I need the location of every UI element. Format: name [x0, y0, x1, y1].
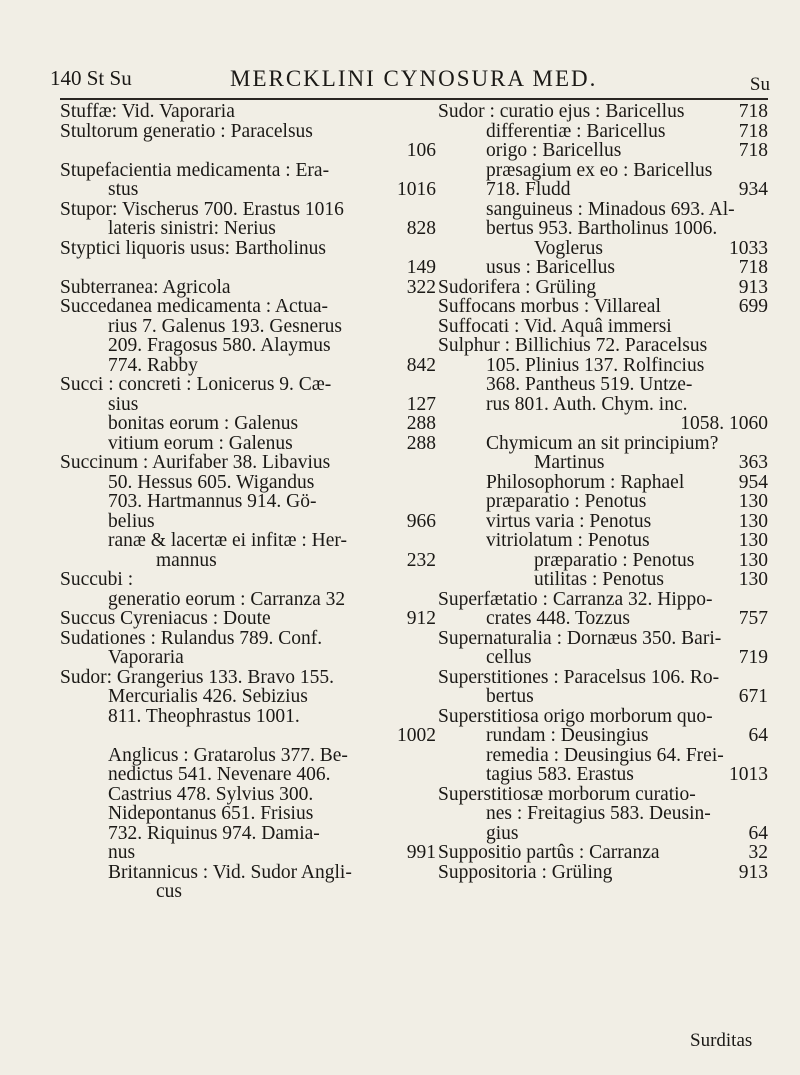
index-line	[438, 492, 770, 512]
entry-text: Suppositoria : Grüling	[438, 861, 613, 883]
index-line	[60, 746, 438, 766]
entry-page-ref: 130	[738, 549, 768, 571]
index-line	[60, 609, 438, 629]
entry-text: Superstitiosa origo morborum quo-	[438, 705, 713, 727]
entry-text: 774. Rabby	[108, 354, 198, 376]
entry-text: Succedanea medicamenta : Actua-	[60, 296, 328, 317]
entry-page-ref: 718	[738, 257, 768, 278]
entry-page-ref: 363	[738, 452, 768, 473]
index-line	[60, 687, 438, 707]
entry-text: vitium eorum : Galenus	[108, 432, 293, 454]
index-line	[60, 297, 438, 317]
entry-page-ref: 718	[738, 140, 768, 161]
entry-page-ref: 1058. 1060	[680, 413, 768, 434]
index-line	[438, 141, 770, 161]
entry-page-ref: 288	[406, 413, 436, 434]
entry-text: Suffocati : Vid. Aquâ immersi	[438, 315, 672, 337]
left-column	[60, 102, 438, 902]
entry-text: Subterranea: Agricola	[60, 276, 231, 298]
entry-page-ref: 130	[738, 510, 768, 532]
entry-page-ref: 1002	[397, 725, 436, 746]
entry-page-ref: 288	[406, 432, 436, 454]
entry-page-ref: 912	[406, 608, 436, 629]
index-line	[438, 726, 770, 746]
entry-text: usus : Baricellus	[486, 257, 615, 278]
index-line	[438, 161, 770, 181]
entry-text: belius	[108, 510, 155, 532]
index-line	[438, 512, 770, 532]
index-line	[438, 336, 770, 356]
index-line	[438, 668, 770, 688]
index-line	[60, 512, 438, 532]
index-line	[60, 668, 438, 688]
entry-text: Stupefacientia medicamenta : Era-	[60, 159, 330, 181]
entry-page-ref: 127	[406, 393, 436, 415]
entry-page-ref: 130	[738, 569, 768, 590]
entry-text: Vaporaria	[108, 647, 184, 668]
entry-page-ref: 32	[748, 842, 768, 863]
index-line	[438, 687, 770, 707]
entry-text: bertus 953. Bartholinus 1006.	[486, 218, 718, 239]
entry-text: præparatio : Penotus	[486, 491, 647, 512]
index-line	[60, 785, 438, 805]
entry-text: lateris sinistri: Nerius	[108, 218, 276, 239]
index-line	[60, 336, 438, 356]
entry-page-ref: 130	[738, 530, 768, 551]
entry-text: Succus Cyreniacus : Doute	[60, 608, 271, 629]
index-line	[60, 395, 438, 415]
index-line	[60, 356, 438, 376]
entry-text: cus	[156, 881, 182, 902]
entry-page-ref: 991	[406, 842, 436, 863]
index-line	[438, 375, 770, 395]
index-line	[60, 414, 438, 434]
index-line	[60, 531, 438, 551]
entry-text: virtus varia : Penotus	[486, 510, 652, 532]
entry-text: Stultorum generatio : Paracelsus	[60, 120, 313, 142]
index-line	[60, 141, 438, 161]
index-line	[438, 180, 770, 200]
entry-text: gius	[486, 822, 519, 844]
index-line	[60, 882, 438, 902]
index-line	[60, 843, 438, 863]
entry-text: Mercurialis 426. Sebizius	[108, 686, 308, 707]
entry-text: Superstitiosæ morborum curatio-	[438, 783, 696, 805]
entry-text: sanguineus : Minadous 693. Al-	[486, 198, 735, 220]
index-line	[438, 102, 770, 122]
index-line	[60, 317, 438, 337]
index-line	[438, 707, 770, 727]
index-line	[60, 863, 438, 883]
index-line	[60, 102, 438, 122]
index-line	[60, 219, 438, 239]
entry-text: Sudor : curatio ejus : Baricellus	[438, 101, 685, 122]
catchword: Surditas	[690, 1030, 753, 1051]
entry-text: Succubi :	[60, 569, 134, 590]
index-line	[60, 278, 438, 298]
right-column	[438, 102, 770, 882]
entry-text: 732. Riquinus 974. Damia-	[108, 822, 320, 844]
index-line	[60, 824, 438, 844]
entry-page-ref: 671	[738, 686, 768, 707]
entry-text: Sudor: Grangerius 133. Bravo 155.	[60, 666, 335, 688]
entry-text: Suffocans morbus : Villareal	[438, 296, 661, 317]
entry-page-ref: 1033	[729, 237, 768, 259]
index-line	[438, 122, 770, 142]
header-rule	[60, 98, 768, 100]
entry-text: remedia : Deusingius 64. Frei-	[486, 744, 724, 766]
index-line	[60, 453, 438, 473]
entry-text: Stuffæ: Vid. Vaporaria	[60, 101, 235, 122]
entry-text: Nidepontanus 651. Frisius	[108, 803, 314, 824]
index-line	[438, 609, 770, 629]
index-line	[438, 219, 770, 239]
entry-page-ref: 828	[406, 218, 436, 239]
index-line	[60, 161, 438, 181]
running-title: MERCKLINI CYNOSURA MED.	[230, 66, 598, 91]
index-line	[60, 200, 438, 220]
index-line	[60, 375, 438, 395]
index-line	[438, 453, 770, 473]
entry-text: præsagium ex eo : Baricellus	[486, 159, 713, 181]
entry-page-ref: 718	[738, 120, 768, 142]
index-line	[60, 804, 438, 824]
entry-page-ref: 718	[738, 101, 768, 122]
index-line	[438, 317, 770, 337]
index-line	[60, 765, 438, 785]
index-line	[438, 648, 770, 668]
index-line	[60, 551, 438, 571]
entry-page-ref: 719	[738, 647, 768, 668]
entry-text: Suppositio partûs : Carranza	[438, 842, 660, 863]
index-line	[438, 200, 770, 220]
entry-text: Chymicum an sit principium?	[486, 432, 719, 454]
index-line	[438, 258, 770, 278]
entry-page-ref: 232	[406, 549, 436, 571]
entry-page-ref: 106	[406, 140, 436, 161]
index-line	[60, 629, 438, 649]
index-line	[60, 726, 438, 746]
entry-text: sius	[108, 393, 139, 415]
entry-page-ref: 64	[748, 822, 768, 844]
entry-text: origo : Baricellus	[486, 140, 622, 161]
entry-text: nedictus 541. Nevenare 406.	[108, 764, 331, 785]
entry-text: bertus	[486, 686, 534, 707]
entry-text: Anglicus : Gratarolus 377. Be-	[108, 744, 348, 766]
index-line	[438, 785, 770, 805]
entry-page-ref: 1013	[729, 764, 768, 785]
index-line	[60, 648, 438, 668]
entry-page-ref: 757	[738, 608, 768, 629]
entry-text: 703. Hartmannus 914. Gö-	[108, 491, 317, 512]
index-line	[438, 297, 770, 317]
entry-text: Superstitiones : Paracelsus 106. Ro-	[438, 666, 720, 688]
entry-text: 209. Fragosus 580. Alaymus	[108, 335, 331, 356]
index-line	[438, 551, 770, 571]
entry-text: Stupor: Vischerus 700. Erastus 1016	[60, 198, 344, 220]
index-line	[438, 765, 770, 785]
index-line	[438, 843, 770, 863]
entry-text: Supernaturalia : Dornæus 350. Bari-	[438, 627, 722, 649]
entry-text: ranæ & lacertæ ei infitæ : Her-	[108, 530, 347, 551]
entry-text: differentiæ : Baricellus	[486, 120, 666, 142]
entry-text: nes : Freitagius 583. Deusin-	[486, 803, 711, 824]
entry-text: rus 801. Auth. Chym. inc.	[486, 393, 688, 415]
index-line	[60, 492, 438, 512]
index-line	[438, 746, 770, 766]
entry-text: rundam : Deusingius	[486, 725, 649, 746]
entry-text: Sudationes : Rulandus 789. Conf.	[60, 627, 323, 649]
index-line	[438, 629, 770, 649]
entry-text: Philosophorum : Raphael	[486, 471, 685, 493]
index-line	[438, 239, 770, 259]
entry-page-ref: 954	[738, 471, 768, 493]
entry-text: crates 448. Tozzus	[486, 608, 630, 629]
index-line	[438, 278, 770, 298]
index-line	[60, 473, 438, 493]
page-header	[50, 66, 770, 98]
entry-text: tagius 583. Erastus	[486, 764, 634, 785]
index-line	[438, 434, 770, 454]
entry-page-ref: 322	[406, 276, 436, 298]
entry-text: Superfætatio : Carranza 32. Hippo-	[438, 588, 713, 610]
entry-text: 50. Hessus 605. Wigandus	[108, 471, 315, 493]
entry-page-ref: 64	[748, 725, 768, 746]
entry-text: 811. Theophrastus 1001.	[108, 705, 300, 727]
index-line	[438, 863, 770, 883]
entry-text: stus	[108, 179, 139, 200]
entry-page-ref: 149	[406, 257, 436, 278]
entry-text: Succi : concreti : Lonicerus 9. Cæ-	[60, 374, 332, 395]
entry-page-ref: 699	[738, 296, 768, 317]
entry-page-ref: 842	[406, 354, 436, 376]
index-line	[438, 356, 770, 376]
index-line	[438, 395, 770, 415]
entry-page-ref: 1016	[397, 179, 436, 200]
index-line	[60, 434, 438, 454]
entry-text: utilitas : Penotus	[534, 569, 665, 590]
entry-text: vitriolatum : Penotus	[486, 530, 650, 551]
entry-text: Castrius 478. Sylvius 300.	[108, 783, 314, 805]
entry-text: bonitas eorum : Galenus	[108, 413, 299, 434]
entry-text: Succinum : Aurifaber 38. Libavius	[60, 452, 331, 473]
index-line	[60, 122, 438, 142]
entry-text: 368. Pantheus 519. Untze-	[486, 374, 693, 395]
index-line	[438, 531, 770, 551]
entry-text: nus	[108, 842, 136, 863]
entry-text: Martinus	[534, 452, 605, 473]
entry-text: Styptici liquoris usus: Bartholinus	[60, 237, 326, 259]
entry-text: mannus	[156, 549, 217, 571]
entry-page-ref: 934	[738, 179, 768, 200]
index-line	[60, 590, 438, 610]
entry-page-ref: 913	[738, 276, 768, 298]
entry-text: 105. Plinius 137. Rolfincius	[486, 354, 705, 376]
entry-page-ref: 913	[738, 861, 768, 883]
entry-text: Sulphur : Billichius 72. Paracelsus	[438, 335, 708, 356]
entry-text: Sudorifera : Grüling	[438, 276, 597, 298]
index-line	[438, 804, 770, 824]
index-line	[438, 570, 770, 590]
entry-page-ref: 966	[406, 510, 436, 532]
page-number: 140 St Su	[50, 66, 132, 90]
entry-text: rius 7. Galenus 193. Gesnerus	[108, 315, 342, 337]
entry-text: Britannicus : Vid. Sudor Angli-	[108, 861, 352, 883]
entry-text: 718. Fludd	[486, 179, 571, 200]
entry-text: præparatio : Penotus	[534, 549, 695, 571]
index-line	[60, 180, 438, 200]
index-line	[438, 590, 770, 610]
index-line	[438, 473, 770, 493]
index-line	[60, 239, 438, 259]
running-head-right: Su	[749, 74, 770, 95]
index-line	[438, 414, 770, 434]
entry-text: generatio eorum : Carranza 32	[108, 588, 346, 610]
index-line	[60, 570, 438, 590]
entry-page-ref: 130	[738, 491, 768, 512]
index-line	[438, 824, 770, 844]
index-line	[60, 707, 438, 727]
index-line	[60, 258, 438, 278]
entry-text: Voglerus	[534, 237, 603, 259]
entry-text: cellus	[486, 647, 532, 668]
